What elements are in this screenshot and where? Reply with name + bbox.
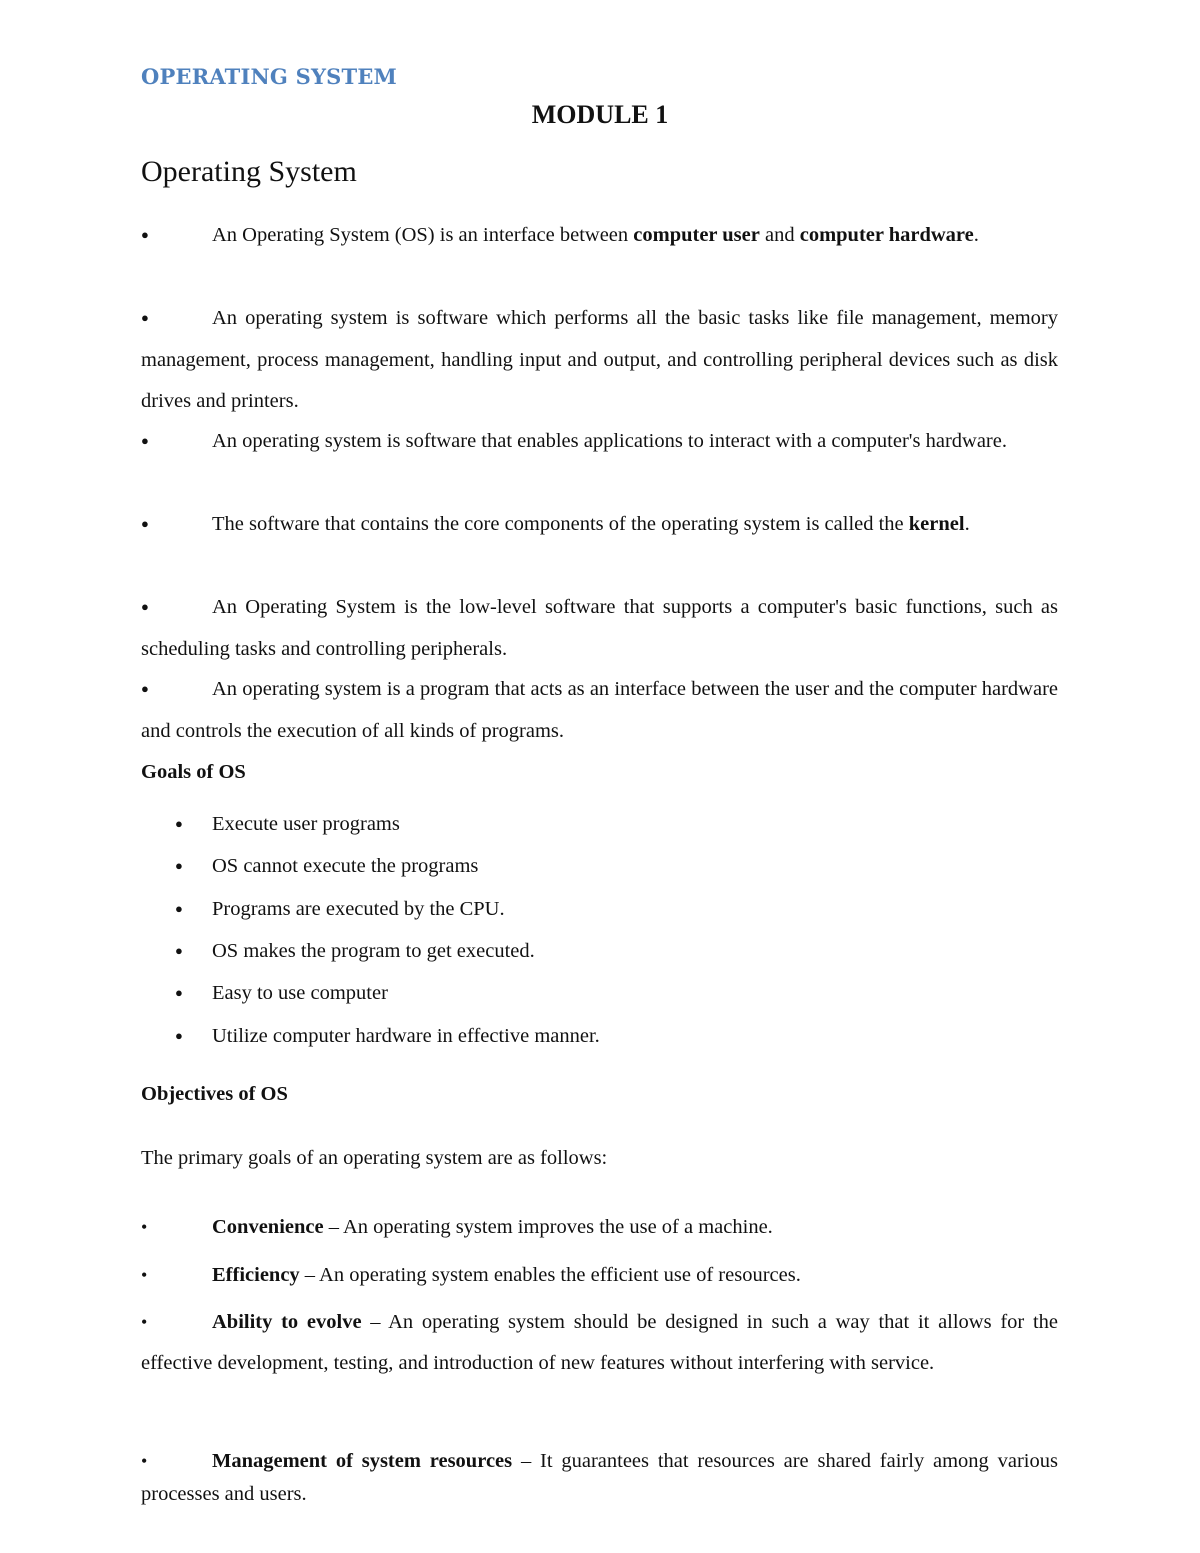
bullet-icon: [141, 1207, 212, 1248]
bullet-icon: [175, 889, 212, 931]
intro-bullet: ●An Operating System is the low-level software that supports a computer's basic functions, such as scheduling tasks and controlling peripherals.: [141, 587, 1058, 670]
goal-item: ●Easy to use computer: [175, 973, 388, 1015]
objective-item: •Efficiency – An operating system enables the efficient use of resources.: [141, 1255, 1058, 1296]
intro-bullet: ●An operating system is a program that acts as an interface between the user and the computer hardware and controls the execution of all kinds of programs.: [141, 669, 1058, 752]
intro-bullet: ●An operating system is software which performs all the basic tasks like file management, memory management, process management, handling input and output, and controlling peripheral devices such as disk drives and printers.: [141, 298, 1058, 422]
module-title: MODULE 1: [531, 100, 669, 129]
goal-item: ●OS makes the program to get executed.: [175, 931, 535, 973]
bullet-icon: [175, 804, 212, 846]
bullet-icon: [141, 1302, 212, 1343]
bullet-icon: [175, 846, 212, 888]
goal-item: ●Execute user programs: [175, 804, 400, 846]
intro-bullet: ●An Operating System (OS) is an interface between computer user and computer hardware.: [141, 215, 1058, 257]
objective-item: •Ability to evolve – An operating system should be designed in such a way that it allows for the effective development, testing, and introduction of new features without interfering with service.: [141, 1302, 1058, 1384]
objective-item: •Management of system resources – It guarantees that resources are shared fairly among various processes and users.: [141, 1445, 1058, 1511]
running-head: OPERATING SYSTEM: [141, 64, 397, 89]
goal-item: ●Programs are executed by the CPU.: [175, 889, 505, 931]
objectives-intro: The primary goals of an operating system are as follows:: [141, 1147, 608, 1169]
bullet-icon: [141, 504, 212, 546]
bullet-icon: [141, 1445, 212, 1478]
goal-item: ●Utilize computer hardware in effective manner.: [175, 1016, 600, 1058]
bullet-icon: [175, 973, 212, 1015]
bullet-icon: [175, 1016, 212, 1058]
intro-bullet: ●The software that contains the core components of the operating system is called the kernel.: [141, 504, 1058, 546]
bullet-icon: [175, 931, 212, 973]
bullet-icon: [141, 215, 212, 257]
bullet-icon: [141, 587, 212, 629]
objectives-heading: Objectives of OS: [141, 1083, 288, 1105]
bullet-icon: [141, 669, 212, 711]
goal-item: ●OS cannot execute the programs: [175, 846, 478, 888]
section-heading: Operating System: [141, 155, 357, 188]
intro-bullet: ●An operating system is software that enables applications to interact with a computer's hardware.: [141, 421, 1058, 463]
bullet-icon: [141, 1255, 212, 1296]
bullet-icon: [141, 298, 212, 340]
bullet-icon: [141, 421, 212, 463]
objective-item: •Convenience – An operating system improves the use of a machine.: [141, 1207, 1058, 1248]
goals-heading: Goals of OS: [141, 761, 246, 783]
